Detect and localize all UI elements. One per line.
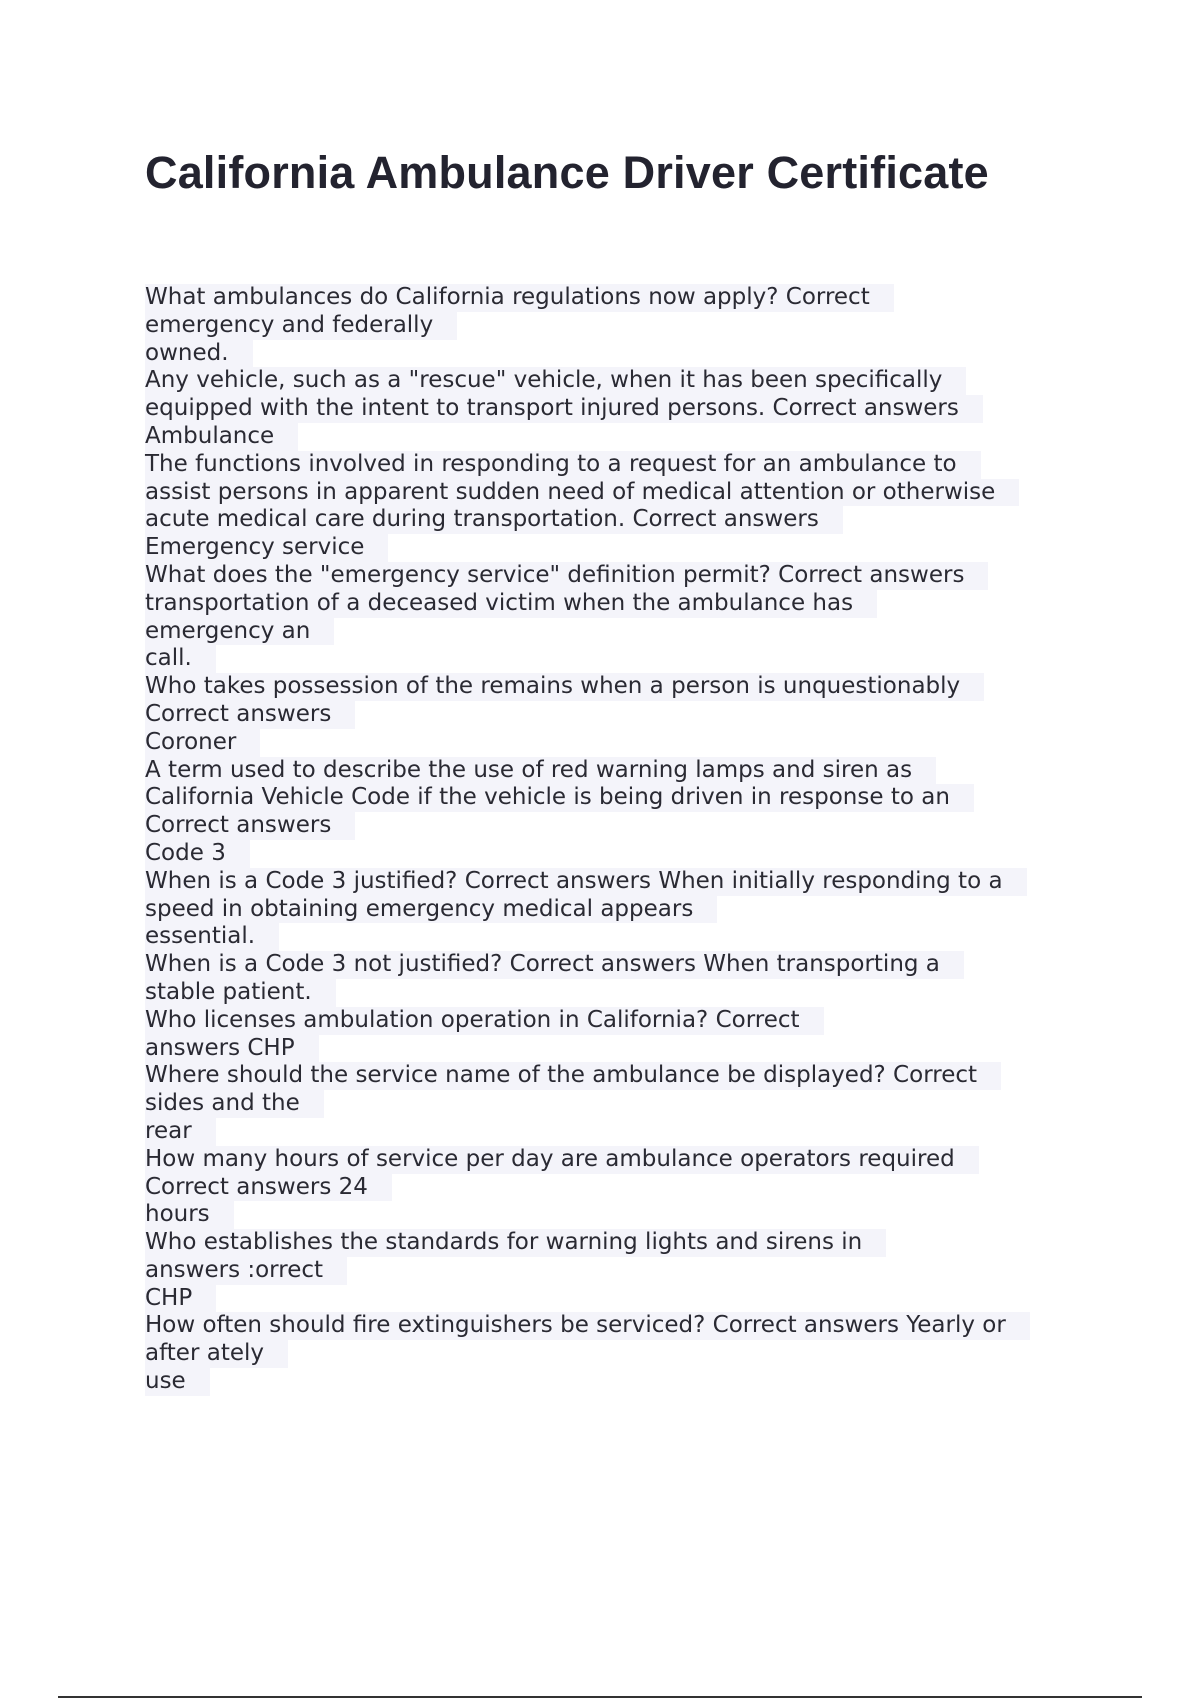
text-line: owned. (145, 340, 253, 368)
text-line: When is a Code 3 justified? Correct answers When initially responding to a (145, 868, 1027, 896)
text-line: How often should fire extinguishers be serviced? Correct answers Yearly or (145, 1312, 1030, 1340)
text-line: A term used to describe the use of red warning lamps and siren as (145, 757, 936, 785)
text-line: Correct answers 24 (145, 1174, 392, 1202)
text-line: What does the "emergency service" definition permit? Correct answers (145, 562, 988, 590)
qa-content (145, 284, 1095, 1396)
text-line: answers CHP (145, 1035, 319, 1063)
text-line: Code 3 (145, 840, 250, 868)
text-line: CHP (145, 1285, 216, 1313)
text-line: Emergency service (145, 534, 388, 562)
text-line: Correct answers (145, 701, 355, 729)
text-line: Who establishes the standards for warning lights and sirens in (145, 1229, 886, 1257)
text-line: acute medical care during transportation. Correct answers (145, 506, 843, 534)
text-line: Who licenses ambulation operation in California? Correct (145, 1007, 824, 1035)
text-line: Where should the service name of the ambulance be displayed? Correct (145, 1062, 1001, 1090)
text-line: The functions involved in responding to a request for an ambulance to (145, 451, 981, 479)
text-line: Correct answers (145, 812, 355, 840)
text-line: Who takes possession of the remains when a person is unquestionably (145, 673, 984, 701)
text-line: stable patient. (145, 979, 336, 1007)
text-line: essential. (145, 923, 279, 951)
text-line: emergency and federally (145, 312, 457, 340)
text-line: after ately (145, 1340, 288, 1368)
text-line: transportation of a deceased victim when the ambulance has (145, 590, 877, 618)
text-line: California Vehicle Code if the vehicle is being driven in response to an (145, 784, 974, 812)
text-line: answers :orrect (145, 1257, 347, 1285)
text-line: assist persons in apparent sudden need of medical attention or otherwise (145, 479, 1019, 507)
text-line: equipped with the intent to transport injured persons. Correct answers (145, 395, 983, 423)
text-line: speed in obtaining emergency medical appears (145, 896, 717, 924)
text-line: use (145, 1368, 210, 1396)
text-line: How many hours of service per day are ambulance operators required (145, 1146, 979, 1174)
text-line: Coroner (145, 729, 260, 757)
footer-divider (58, 1696, 1142, 1698)
text-line: sides and the (145, 1090, 324, 1118)
text-line: emergency an (145, 618, 334, 646)
text-line: call. (145, 645, 216, 673)
page-title: California Ambulance Driver Certificate (145, 147, 989, 198)
text-line: hours (145, 1201, 234, 1229)
text-line: Any vehicle, such as a "rescue" vehicle, when it has been specifically (145, 367, 966, 395)
text-line: Ambulance (145, 423, 298, 451)
text-line: When is a Code 3 not justified? Correct answers When transporting a (145, 951, 964, 979)
text-line: What ambulances do California regulations now apply? Correct (145, 284, 894, 312)
text-line: rear (145, 1118, 216, 1146)
